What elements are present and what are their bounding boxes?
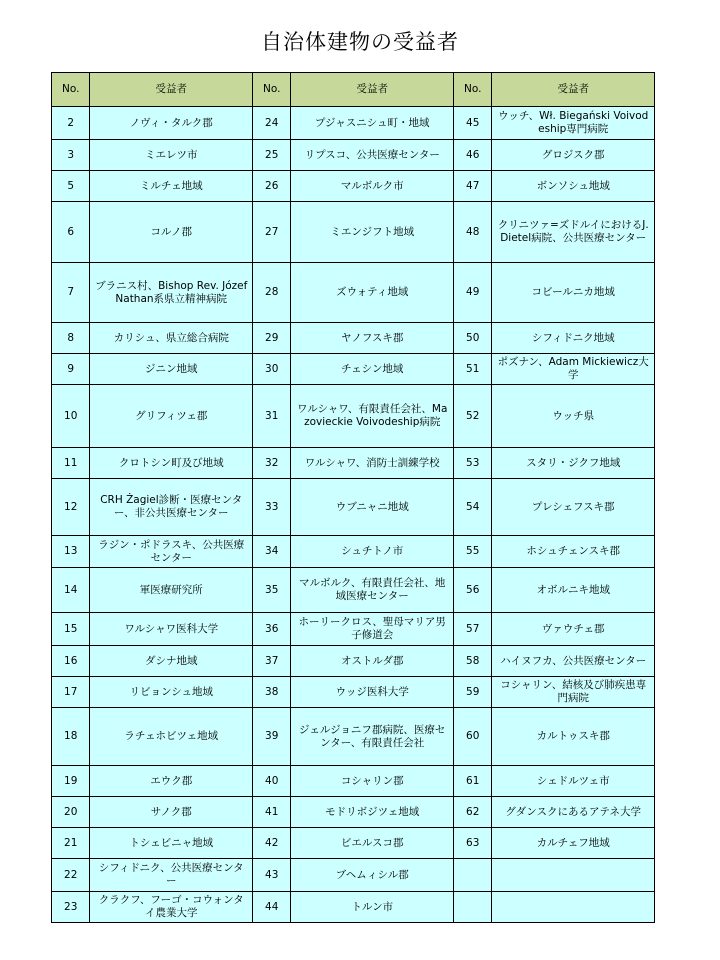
beneficiary-cell: ミエンジフト地域 bbox=[291, 202, 454, 263]
table-row bbox=[52, 677, 655, 708]
beneficiary-cell: シフィドニク、公共医療センター bbox=[90, 859, 253, 892]
beneficiary-cell: ラチェホビツェ地域 bbox=[90, 708, 253, 766]
row-number-cell: 36 bbox=[252, 613, 290, 646]
row-number-cell: 24 bbox=[252, 107, 290, 140]
row-number-cell: 5 bbox=[52, 171, 90, 202]
row-number-cell: 6 bbox=[52, 202, 90, 263]
row-number-cell: 35 bbox=[252, 568, 290, 613]
beneficiary-cell: ボンソシュ地域 bbox=[492, 171, 655, 202]
table-row bbox=[52, 766, 655, 797]
row-number-cell: 16 bbox=[52, 646, 90, 677]
row-number-cell: 34 bbox=[252, 536, 290, 568]
beneficiary-cell: ラジン・ポドラスキ、公共医療センター bbox=[90, 536, 253, 568]
beneficiary-cell: トルン市 bbox=[291, 892, 454, 923]
row-number-cell: 2 bbox=[52, 107, 90, 140]
row-number-cell: 10 bbox=[52, 385, 90, 448]
row-number-cell: 28 bbox=[252, 263, 290, 323]
row-number-cell: 41 bbox=[252, 797, 290, 828]
header-beneficiary-1: 受益者 bbox=[90, 73, 253, 107]
row-number-cell: 15 bbox=[52, 613, 90, 646]
header-no-3: No. bbox=[453, 73, 491, 107]
row-number-cell: 3 bbox=[52, 140, 90, 171]
row-number-cell: 20 bbox=[52, 797, 90, 828]
table-header-row bbox=[52, 73, 655, 107]
table-row bbox=[52, 646, 655, 677]
beneficiary-cell: ウッチ、Wł. Biegański Voivodeship専門病院 bbox=[492, 107, 655, 140]
beneficiary-cell: モドリボジツェ地域 bbox=[291, 797, 454, 828]
row-number-cell: 60 bbox=[453, 708, 491, 766]
header-beneficiary-2: 受益者 bbox=[291, 73, 454, 107]
header-no-2: No. bbox=[252, 73, 290, 107]
beneficiary-cell: ミエレツ市 bbox=[90, 140, 253, 171]
beneficiary-cell: チェシン地域 bbox=[291, 354, 454, 385]
row-number-cell: 40 bbox=[252, 766, 290, 797]
row-number-cell: 57 bbox=[453, 613, 491, 646]
row-number-cell: 52 bbox=[453, 385, 491, 448]
beneficiary-cell: グリフィツェ郡 bbox=[90, 385, 253, 448]
row-number-cell: 13 bbox=[52, 536, 90, 568]
beneficiary-cell: ワルシャワ、有限責任会社、Mazovieckie Voivodeship病院 bbox=[291, 385, 454, 448]
beneficiary-cell: ホシュチェンスキ郡 bbox=[492, 536, 655, 568]
row-number-cell: 50 bbox=[453, 323, 491, 354]
beneficiary-cell: マルボルク市 bbox=[291, 171, 454, 202]
beneficiary-cell: ノヴィ・タルク郡 bbox=[90, 107, 253, 140]
beneficiary-cell: ジェルジョニフ郡病院、医療センター、有限責任会社 bbox=[291, 708, 454, 766]
beneficiary-cell: ハイヌフカ、公共医療センター bbox=[492, 646, 655, 677]
row-number-cell: 53 bbox=[453, 448, 491, 479]
table-row bbox=[52, 859, 655, 892]
beneficiary-cell: ヴァウチェ郡 bbox=[492, 613, 655, 646]
beneficiary-cell: グダンスクにあるアテネ大学 bbox=[492, 797, 655, 828]
beneficiary-cell: ブヘムィシル郡 bbox=[291, 859, 454, 892]
row-number-cell: 27 bbox=[252, 202, 290, 263]
table-row bbox=[52, 892, 655, 923]
beneficiary-cell: グロジスク郡 bbox=[492, 140, 655, 171]
beneficiary-cell: ウッジ医科大学 bbox=[291, 677, 454, 708]
beneficiary-cell: シェドルツェ市 bbox=[492, 766, 655, 797]
row-number-cell: 43 bbox=[252, 859, 290, 892]
row-number-cell: 42 bbox=[252, 828, 290, 859]
table-row bbox=[52, 354, 655, 385]
page-title: 自治体建物の受益者 bbox=[261, 30, 459, 54]
table-row bbox=[52, 107, 655, 140]
beneficiary-cell: スタリ・ジクフ地域 bbox=[492, 448, 655, 479]
table-row bbox=[52, 171, 655, 202]
row-number-cell: 25 bbox=[252, 140, 290, 171]
table-row bbox=[52, 828, 655, 859]
beneficiary-cell: トシェビニャ地域 bbox=[90, 828, 253, 859]
row-number-cell: 63 bbox=[453, 828, 491, 859]
beneficiary-cell: ダシナ地域 bbox=[90, 646, 253, 677]
row-number-cell: 18 bbox=[52, 708, 90, 766]
beneficiary-cell: ワルシャワ、消防士訓練学校 bbox=[291, 448, 454, 479]
beneficiary-cell: コルノ郡 bbox=[90, 202, 253, 263]
beneficiary-cell: オストルダ郡 bbox=[291, 646, 454, 677]
row-number-cell: 45 bbox=[453, 107, 491, 140]
row-number-cell: 48 bbox=[453, 202, 491, 263]
beneficiary-cell: カリシュ、県立総合病院 bbox=[90, 323, 253, 354]
row-number-cell: 11 bbox=[52, 448, 90, 479]
beneficiary-cell: ブラニス村、Bishop Rev. Józef Nathan系県立精神病院 bbox=[90, 263, 253, 323]
beneficiary-cell: ビエルスコ郡 bbox=[291, 828, 454, 859]
row-number-cell: 17 bbox=[52, 677, 90, 708]
row-number-cell: 54 bbox=[453, 479, 491, 536]
row-number-cell: 29 bbox=[252, 323, 290, 354]
beneficiary-cell: シフィドニク地域 bbox=[492, 323, 655, 354]
beneficiary-cell: シュチトノ市 bbox=[291, 536, 454, 568]
table-row bbox=[52, 708, 655, 766]
row-number-cell: 51 bbox=[453, 354, 491, 385]
row-number-cell bbox=[453, 892, 491, 923]
beneficiary-cell: リビョンシュ地域 bbox=[90, 677, 253, 708]
row-number-cell: 12 bbox=[52, 479, 90, 536]
row-number-cell: 21 bbox=[52, 828, 90, 859]
beneficiary-cell: オボルニキ地域 bbox=[492, 568, 655, 613]
table-row bbox=[52, 613, 655, 646]
row-number-cell: 7 bbox=[52, 263, 90, 323]
row-number-cell: 31 bbox=[252, 385, 290, 448]
table-row bbox=[52, 797, 655, 828]
row-number-cell: 33 bbox=[252, 479, 290, 536]
beneficiary-cell: ウッチ県 bbox=[492, 385, 655, 448]
table-row bbox=[52, 323, 655, 354]
row-number-cell: 55 bbox=[453, 536, 491, 568]
beneficiary-cell: コシャリン、結核及び肺疾患専門病院 bbox=[492, 677, 655, 708]
row-number-cell: 62 bbox=[453, 797, 491, 828]
table-row bbox=[52, 263, 655, 323]
row-number-cell: 14 bbox=[52, 568, 90, 613]
row-number-cell: 44 bbox=[252, 892, 290, 923]
beneficiary-cell: コシャリン郡 bbox=[291, 766, 454, 797]
table-row bbox=[52, 536, 655, 568]
header-no-1: No. bbox=[52, 73, 90, 107]
table-body bbox=[52, 107, 655, 923]
table-row bbox=[52, 479, 655, 536]
beneficiary-cell: ホーリークロス、聖母マリア男子修道会 bbox=[291, 613, 454, 646]
beneficiary-cell: ミルチェ地域 bbox=[90, 171, 253, 202]
beneficiary-cell: 軍医療研究所 bbox=[90, 568, 253, 613]
beneficiary-cell: ワルシャワ医科大学 bbox=[90, 613, 253, 646]
table-row bbox=[52, 568, 655, 613]
beneficiary-cell: カルチェフ地域 bbox=[492, 828, 655, 859]
beneficiary-cell: クラクフ、フーゴ・コウォンタイ農業大学 bbox=[90, 892, 253, 923]
table-row bbox=[52, 202, 655, 263]
beneficiary-cell: ヤノフスキ郡 bbox=[291, 323, 454, 354]
table-row bbox=[52, 385, 655, 448]
row-number-cell: 9 bbox=[52, 354, 90, 385]
beneficiary-cell: カルトゥスキ郡 bbox=[492, 708, 655, 766]
row-number-cell: 46 bbox=[453, 140, 491, 171]
beneficiary-cell: プジャスニシュ町・地域 bbox=[291, 107, 454, 140]
beneficiary-cell: ウブニャニ地域 bbox=[291, 479, 454, 536]
beneficiary-cell: ズウォティ地域 bbox=[291, 263, 454, 323]
beneficiary-cell: ポズナン、Adam Mickiewicz大学 bbox=[492, 354, 655, 385]
table-row bbox=[52, 448, 655, 479]
beneficiary-cell: クロトシン町及び地域 bbox=[90, 448, 253, 479]
table-row bbox=[52, 140, 655, 171]
beneficiary-cell bbox=[492, 892, 655, 923]
row-number-cell: 61 bbox=[453, 766, 491, 797]
beneficiary-cell: プレシェフスキ郡 bbox=[492, 479, 655, 536]
row-number-cell: 32 bbox=[252, 448, 290, 479]
beneficiary-cell bbox=[492, 859, 655, 892]
row-number-cell: 56 bbox=[453, 568, 491, 613]
beneficiary-cell: エウク郡 bbox=[90, 766, 253, 797]
beneficiary-cell: サノク郡 bbox=[90, 797, 253, 828]
beneficiary-cell: リプスコ、公共医療センター bbox=[291, 140, 454, 171]
row-number-cell: 23 bbox=[52, 892, 90, 923]
row-number-cell: 39 bbox=[252, 708, 290, 766]
beneficiary-cell: マルボルク、有限責任会社、地域医療センター bbox=[291, 568, 454, 613]
row-number-cell: 30 bbox=[252, 354, 290, 385]
row-number-cell: 37 bbox=[252, 646, 290, 677]
beneficiary-cell: CRH Żagiel診断・医療センター、非公共医療センター bbox=[90, 479, 253, 536]
header-beneficiary-3: 受益者 bbox=[492, 73, 655, 107]
row-number-cell: 26 bbox=[252, 171, 290, 202]
beneficiaries-table bbox=[51, 72, 655, 923]
row-number-cell: 19 bbox=[52, 766, 90, 797]
row-number-cell: 59 bbox=[453, 677, 491, 708]
row-number-cell: 49 bbox=[453, 263, 491, 323]
row-number-cell: 38 bbox=[252, 677, 290, 708]
beneficiary-cell: クリニツァ=ズドルイにおけるJ. Dietel病院、公共医療センター bbox=[492, 202, 655, 263]
beneficiary-cell: ジニン地域 bbox=[90, 354, 253, 385]
row-number-cell: 22 bbox=[52, 859, 90, 892]
row-number-cell: 47 bbox=[453, 171, 491, 202]
row-number-cell bbox=[453, 859, 491, 892]
row-number-cell: 58 bbox=[453, 646, 491, 677]
beneficiary-cell: コビールニカ地域 bbox=[492, 263, 655, 323]
row-number-cell: 8 bbox=[52, 323, 90, 354]
